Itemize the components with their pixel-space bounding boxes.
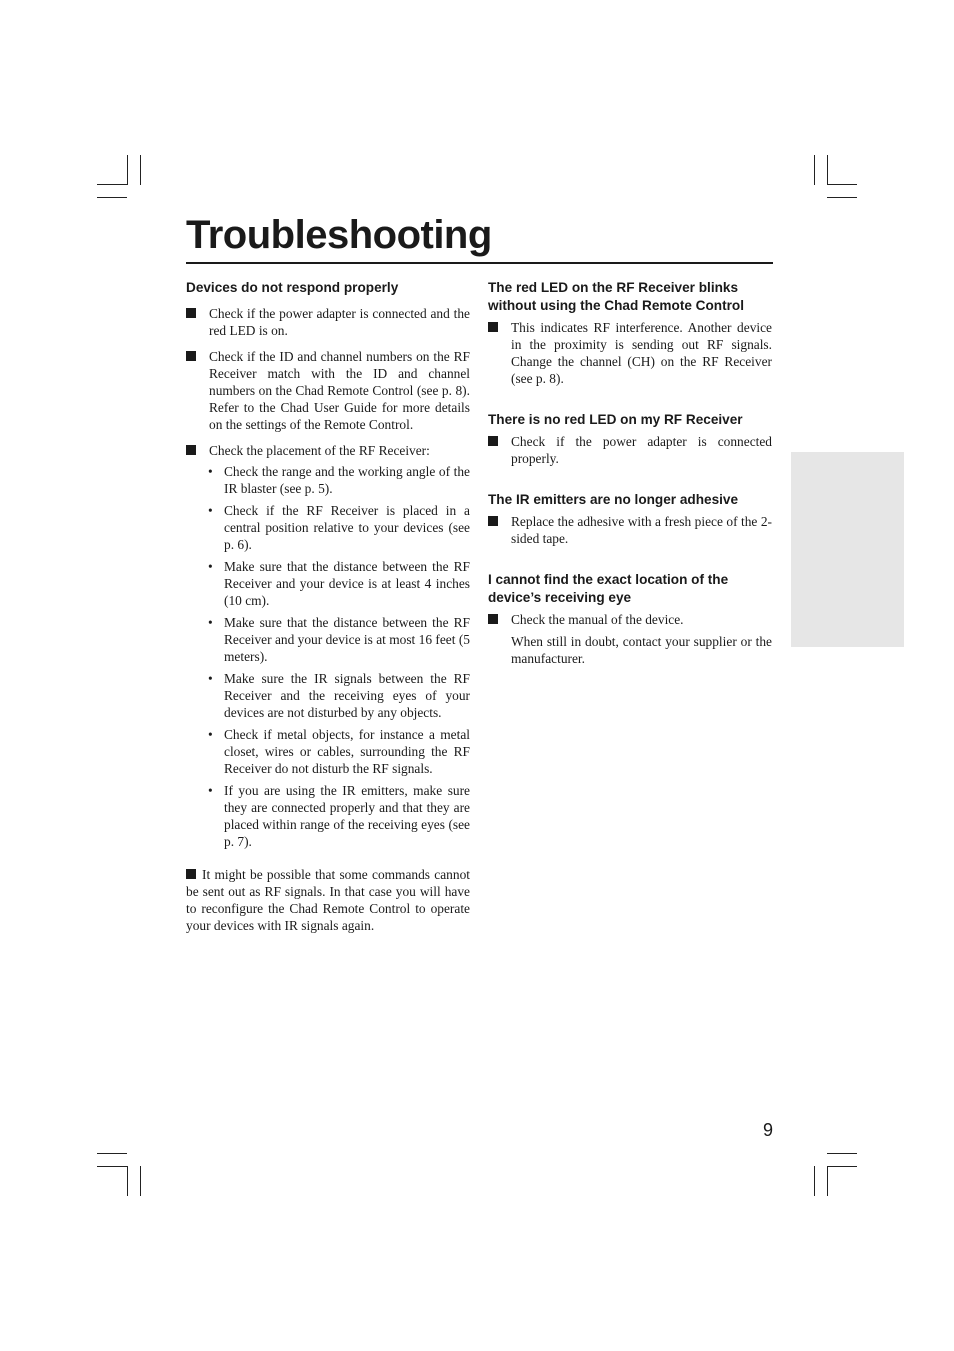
crop-mark <box>97 184 127 185</box>
sub-list-item: • Check the range and the working angle of the IR blaster (see p. 5). <box>208 464 470 496</box>
section-heading: The red LED on the RF Receiver blinks without using the Chad Remote Control <box>488 280 744 313</box>
side-tab-marker <box>791 452 904 647</box>
title-rule <box>186 262 773 264</box>
right-column <box>488 279 772 667</box>
crop-mark <box>827 197 857 198</box>
dot-bullet-icon: • <box>208 727 213 742</box>
crop-mark <box>827 1153 857 1154</box>
list-item: Check if the power adapter is connected properly. <box>488 433 772 467</box>
square-bullet-icon <box>186 308 196 318</box>
crop-mark <box>140 1166 141 1196</box>
sub-list-item: • Make sure that the distance between the RF Receiver and your device is at most 16 feet (5 meters). <box>208 615 470 664</box>
square-bullet-icon <box>186 351 196 361</box>
crop-mark <box>97 1153 127 1154</box>
sub-list-item: • Check if the RF Receiver is placed in a central position relative to your devices (see p. 6). <box>208 503 470 552</box>
square-bullet-icon <box>488 436 498 446</box>
square-bullet-icon <box>488 614 498 624</box>
dot-bullet-icon: • <box>208 671 213 686</box>
note-text: When still in doubt, contact your supplier or the manufacturer. <box>511 634 772 666</box>
dot-bullet-icon: • <box>208 615 213 630</box>
sub-list-item: • Make sure the IR signals between the RF Receiver and the receiving eyes of your devices are not disturbed by any objects. <box>208 671 470 720</box>
square-bullet-icon <box>186 445 196 455</box>
section-heading: I cannot find the exact location of the device’s receiving eye <box>488 572 729 605</box>
list-item: Check if the power adapter is connected and the red LED is on. <box>186 305 470 339</box>
crop-mark <box>140 155 141 185</box>
crop-mark <box>97 197 127 198</box>
square-bullet-icon <box>488 516 498 526</box>
square-bullet-icon <box>488 322 498 332</box>
section-heading: There is no red LED on my RF Receiver <box>488 412 743 427</box>
crop-mark <box>127 155 128 185</box>
crop-mark <box>97 1166 127 1167</box>
list-item: Check if the ID and channel numbers on the RF Receiver match with the ID and channel numbers on the Chad Remote Control (see p. 8). Refer to the Chad User Guide for more details on the settings of the Remote Control. <box>186 348 470 433</box>
sub-list-item: • Make sure that the distance between the RF Receiver and your device is at least 4 inches (10 cm). <box>208 559 470 608</box>
crop-mark <box>827 1166 857 1167</box>
crop-mark <box>827 184 857 185</box>
crop-mark <box>127 1166 128 1196</box>
dot-bullet-icon: • <box>208 783 213 798</box>
section-heading: The IR emitters are no longer adhesive <box>488 492 739 507</box>
crop-mark <box>827 1166 828 1196</box>
sub-list-item: • If you are using the IR emitters, make sure they are connected properly and that they are placed within range of the receiving eyes (see p. 7). <box>208 783 470 849</box>
final-note: It might be possible that some commands cannot be sent out as RF signals. In that case you will have to reconfigure the Chad Remote Control to operate your devices with IR signals again. <box>186 867 470 933</box>
section-heading: Devices do not respond properly <box>186 280 399 295</box>
page-number: 9 <box>762 1120 773 1140</box>
dot-bullet-icon: • <box>208 559 213 574</box>
square-bullet-icon <box>186 869 196 879</box>
dot-bullet-icon: • <box>208 464 213 479</box>
crop-mark <box>814 155 815 185</box>
list-item: Replace the adhesive with a fresh piece of the 2-sided tape. <box>488 513 772 547</box>
left-column <box>186 279 470 934</box>
sub-list-item: • Check if metal objects, for instance a metal closet, wires or cables, surrounding the RF Receiver do not disturb the RF signals. <box>208 727 470 776</box>
list-item: Check the manual of the device. <box>488 611 772 628</box>
crop-mark <box>814 1166 815 1196</box>
list-item: This indicates RF interference. Another device in the proximity is sending out RF signals. Change the channel (CH) on the RF Receiver (see p. 8). <box>488 319 772 387</box>
dot-bullet-icon: • <box>208 503 213 518</box>
crop-mark <box>827 155 828 185</box>
page-title: Troubleshooting <box>186 213 492 257</box>
list-item: Check the placement of the RF Receiver: <box>186 442 470 459</box>
